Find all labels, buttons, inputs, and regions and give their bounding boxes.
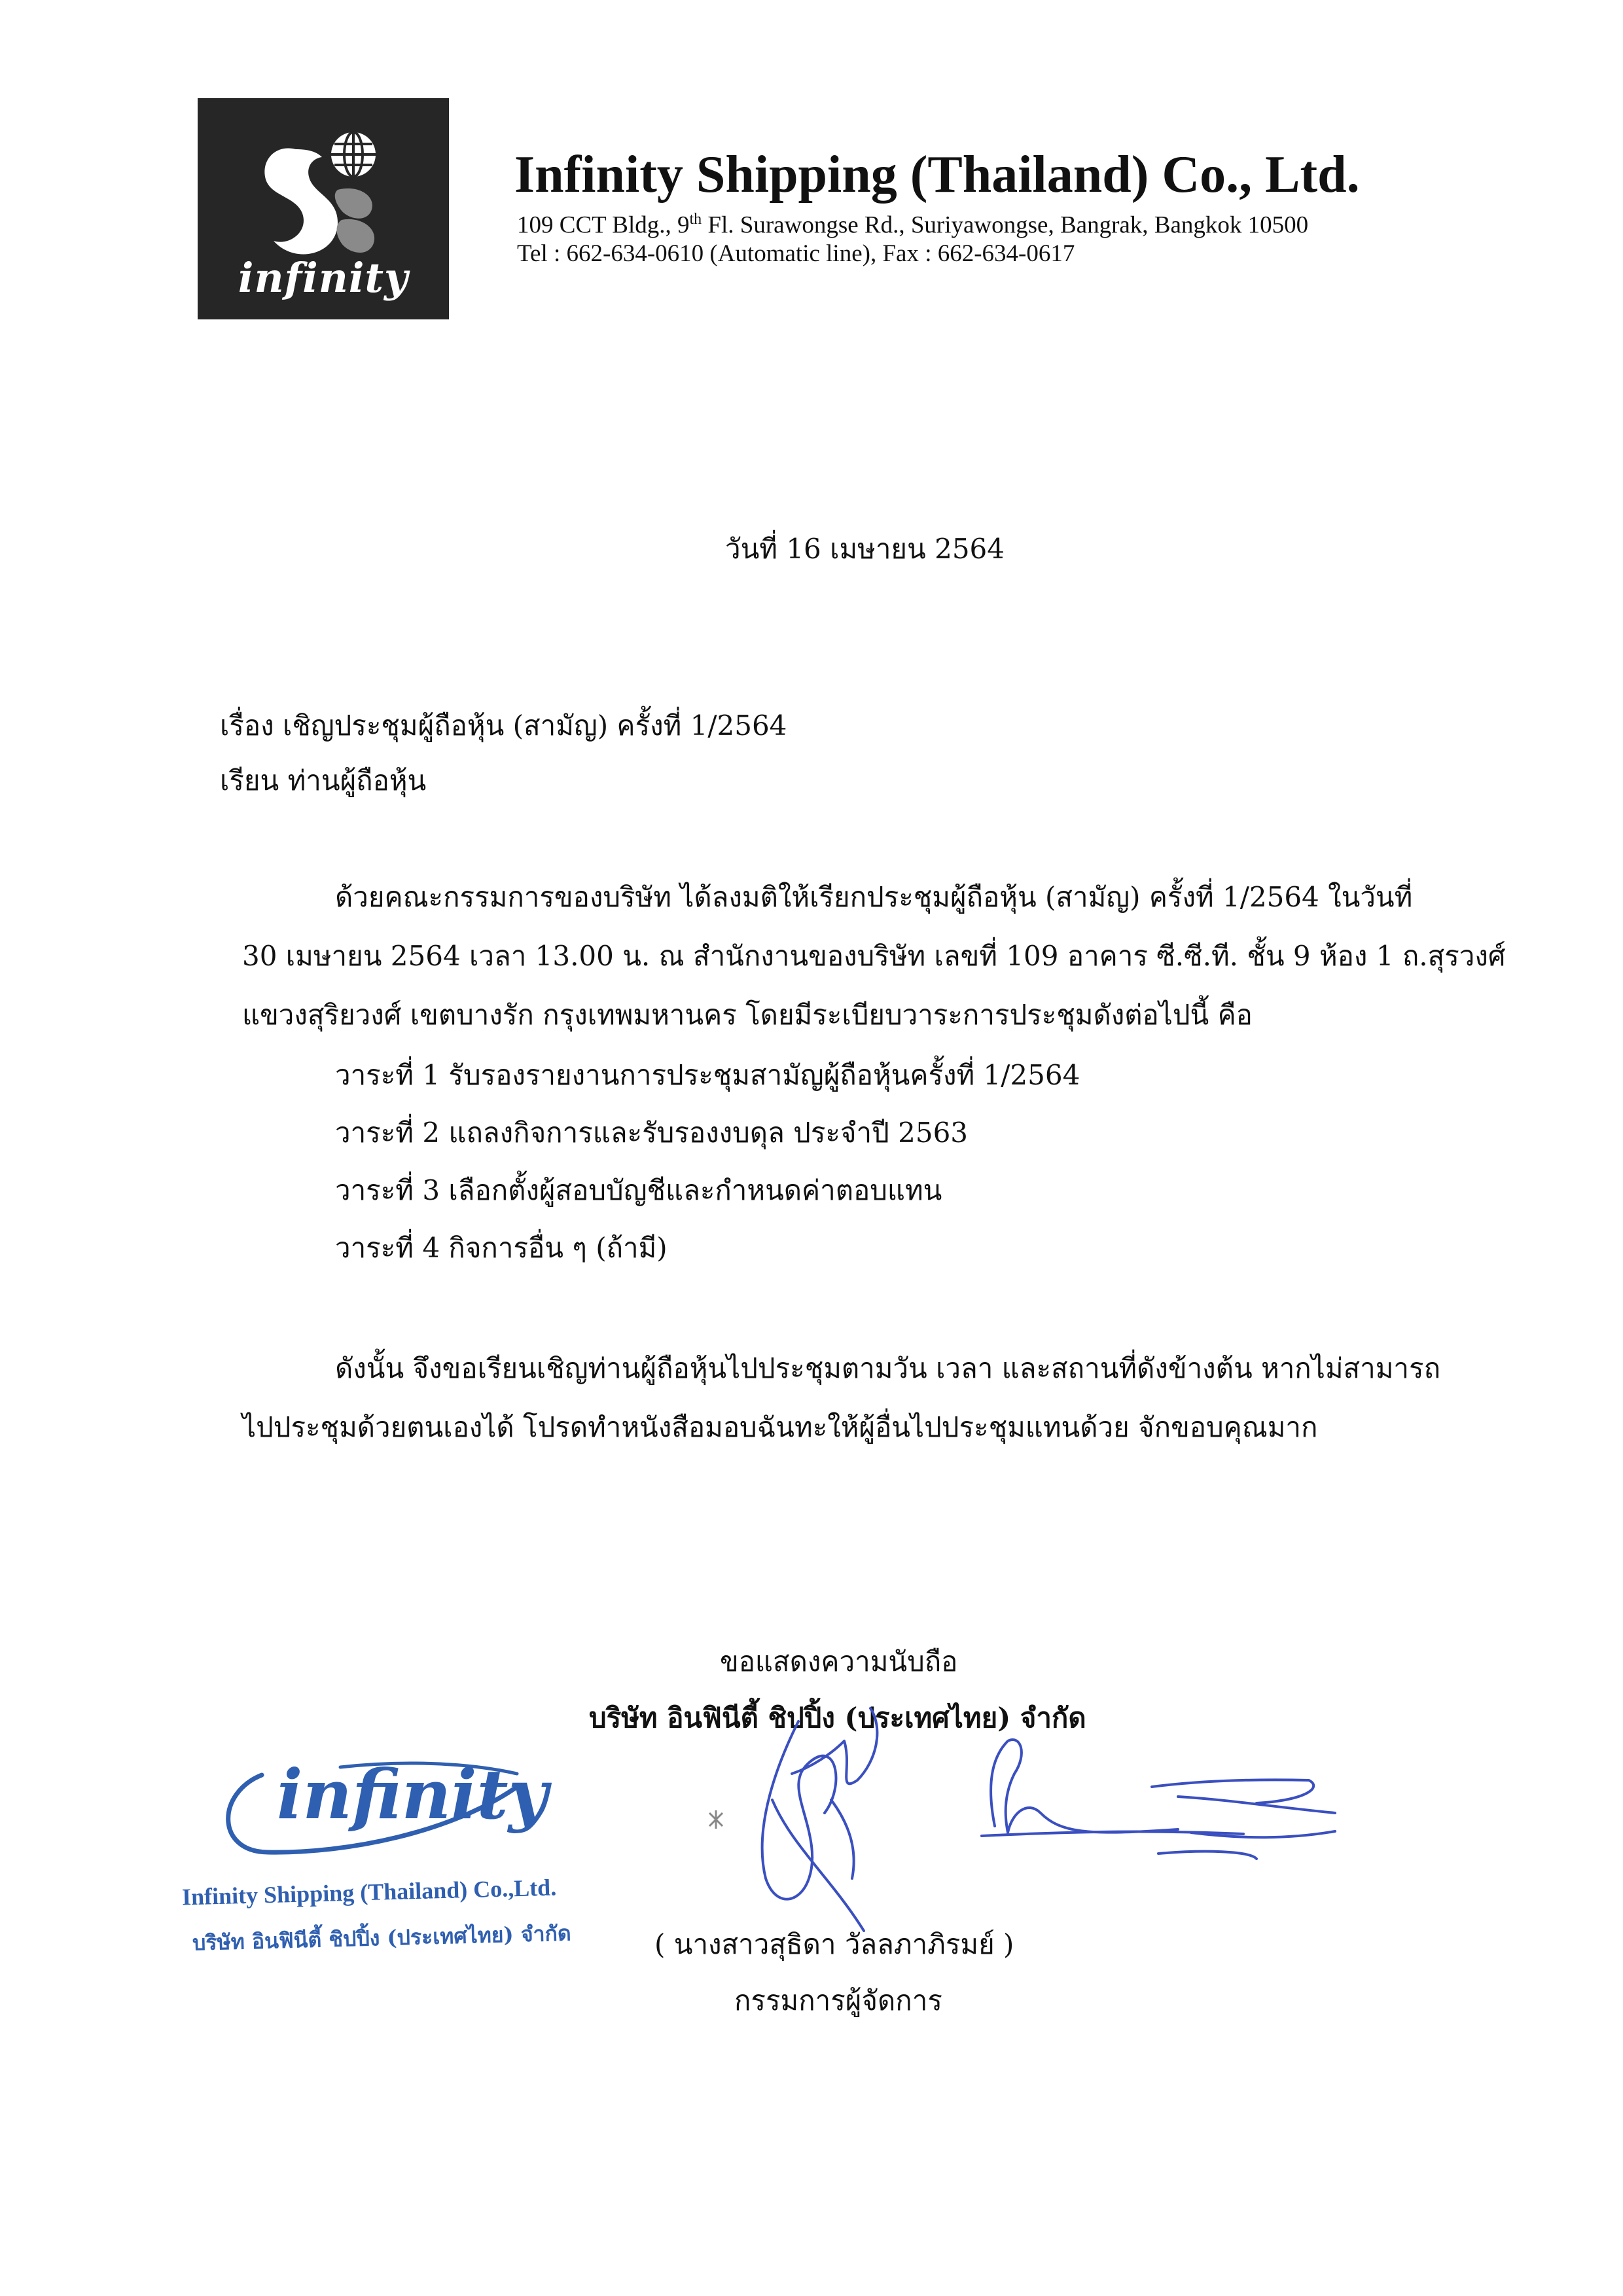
address-suffix: Fl. Surawongse Rd., Suriyawongse, Bangrak, Bangkok 10500: [702, 211, 1309, 239]
company-contact: Tel : 662-634-0610 (Automatic line), Fax : 662-634-0617: [517, 240, 1075, 267]
letter-salutation: เรียน ท่านผู้ถือหุ้น: [220, 764, 427, 797]
paragraph1-line: 30 เมษายน 2564 เวลา 13.00 น. ณ สำนักงานของบริษัท เลขที่ 109 อาคาร ซี.ซี.ที. ชั้น 9 ห้อง 1 ถ.สุรวงศ์: [242, 940, 1506, 972]
agenda-item: วาระที่ 3 เลือกตั้งผู้สอบบัญชีและกำหนดค่าตอบแทน: [335, 1174, 942, 1206]
stamp-wordmark: infinity: [276, 1754, 548, 1835]
address-superscript: th: [689, 211, 702, 228]
company-stamp: [177, 1754, 609, 1977]
logo-wordmark: infinity: [238, 254, 409, 302]
signer-company: บริษัท อินฟินีตี้ ชิปปิ้ง (ประเทศไทย) จำกัด: [589, 1702, 1086, 1734]
signer-title: กรรมการผู้จัดการ: [734, 1984, 942, 2017]
agenda-item: วาระที่ 2 แถลงกิจการและรับรองงบดุล ประจำปี 2563: [335, 1117, 969, 1149]
stamp-company-en: Infinity Shipping (Thailand) Co.,Ltd.: [181, 1874, 557, 1910]
signer-name: ( นางสาวสุธิดา วัลลภาภิรมย์ ): [654, 1928, 1014, 1960]
paragraph2-line: ไปประชุมด้วยตนเองได้ โปรดทำหนังสือมอบฉันทะให้ผู้อื่นไปประชุมแทนด้วย จักขอบคุณมาก: [242, 1411, 1318, 1443]
signature-image: [681, 1682, 1361, 1944]
letter-subject: เรื่อง เชิญประชุมผู้ถือหุ้น (สามัญ) ครั้งที่ 1/2564: [220, 709, 787, 742]
paragraph2-line: ดังนั้น จึงขอเรียนเชิญท่านผู้ถือหุ้นไปประชุมตามวัน เวลา และสถานที่ดังข้างต้น หากไม่สามารถ: [335, 1352, 1441, 1384]
closing-phrase: ขอแสดงความนับถือ: [720, 1645, 958, 1677]
letter-date: วันที่ 16 เมษายน 2564: [725, 533, 1005, 565]
paragraph1-line: แขวงสุริยวงศ์ เขตบางรัก กรุงเทพมหานคร โดยมีระเบียบวาระการประชุมดังต่อไปนี้ คือ: [242, 999, 1253, 1031]
stamp-company-th: บริษัท อินฟินีตี้ ชิปปิ้ง (ประเทศไทย) จำกัด: [192, 1920, 572, 1956]
company-name: Infinity Shipping (Thailand) Co., Ltd.: [514, 146, 1360, 204]
company-address: [517, 211, 1308, 239]
paragraph1-line: ด้วยคณะกรรมการของบริษัท ได้ลงมติให้เรียกประชุมผู้ถือหุ้น (สามัญ) ครั้งที่ 1/2564 ในวันที่: [335, 881, 1413, 913]
address-prefix: 109 CCT Bldg., 9: [517, 211, 690, 239]
agenda-item: วาระที่ 4 กิจการอื่น ๆ (ถ้ามี): [335, 1232, 668, 1264]
company-logo: [198, 98, 449, 319]
agenda-item: วาระที่ 1 รับรองรายงานการประชุมสามัญผู้ถือหุ้นครั้งที่ 1/2564: [335, 1059, 1080, 1091]
